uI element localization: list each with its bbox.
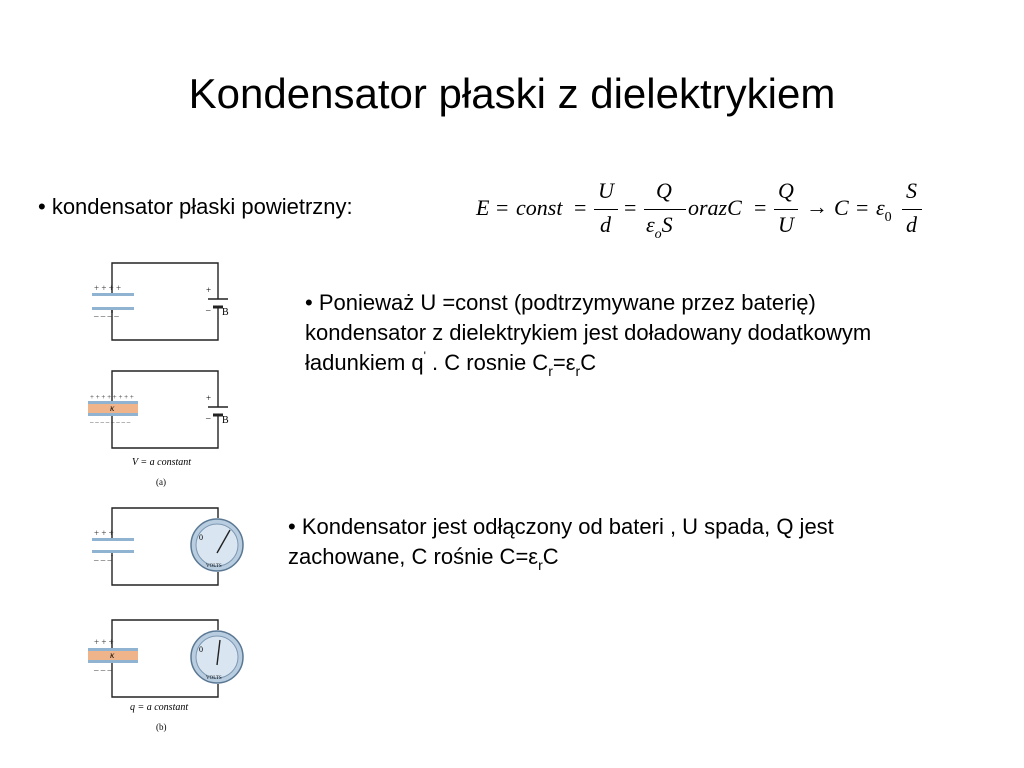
bullet2-line2: kondensator z dielektrykiem jest doładowany dodatkowym: [305, 320, 872, 345]
bullet-battery-connected: [305, 288, 871, 381]
battery-plus: +: [206, 285, 212, 295]
formula-eq4: =: [754, 195, 767, 220]
frac-line-Q-epsS: [644, 209, 686, 210]
formula-S-num: S: [906, 178, 917, 203]
label-a: (a): [156, 477, 166, 487]
formula-eq3: =: [624, 195, 637, 220]
formula-U-num: U: [598, 178, 614, 203]
svg-text:– – –: – – –: [94, 555, 112, 565]
bullet-battery-disconnected: [288, 512, 834, 574]
formula-C: C: [834, 195, 849, 220]
formula-eps0: $\varepsilon_0$: [876, 195, 892, 225]
formula-oraz: orazC: [688, 195, 742, 220]
caption-a: V = a constant: [132, 457, 192, 468]
formula-den-epsS: $\varepsilon_oS$: [646, 212, 673, 242]
svg-text:VOLTS: VOLTS: [206, 676, 222, 681]
svg-text:– – –: – – –: [94, 665, 112, 675]
svg-text:–: –: [206, 413, 211, 423]
minus-charges-many: – – – – – – – –: [90, 418, 131, 426]
formula-d-den: d: [600, 212, 611, 237]
plus-charges: + + + +: [94, 283, 122, 293]
svg-text:0: 0: [199, 645, 203, 654]
frac-line-U-d: [594, 209, 618, 210]
circuit-dielectric-voltmeter: [88, 620, 243, 697]
formula-E: E: [476, 195, 490, 220]
battery-minus: –: [206, 305, 211, 315]
bullet2-line1: • Ponieważ U =const (podtrzymywane przez baterię): [305, 290, 816, 315]
capacitor-plate-top: [92, 293, 134, 296]
caption-b: q = a constant: [130, 702, 189, 713]
plus-charges-many: + + + + + + + +: [90, 393, 134, 401]
formula-capacity: [476, 178, 996, 242]
frac-line-S-d: [902, 209, 922, 210]
kappa-label: κ: [110, 403, 115, 413]
svg-text:+: +: [206, 393, 212, 403]
formula-U-den: U: [778, 212, 794, 237]
bullet2-line3: ładunkiem q' . C rosnie $C_r=\varepsilon_rC$: [305, 349, 597, 379]
bullet3-line1: • Kondensator jest odłączony od bateri , U spada, Q jest: [288, 514, 834, 539]
formula-d2-den: d: [906, 212, 917, 237]
figure-voltmeter-circuits: [80, 500, 260, 740]
battery-label: B: [222, 307, 229, 318]
svg-text:+ + +: + + +: [94, 528, 114, 538]
svg-text:VOLTS: VOLTS: [206, 564, 222, 569]
formula-eq1: =: [496, 195, 509, 220]
formula-arrow: →: [806, 194, 828, 219]
formula-eq2: =: [574, 195, 587, 220]
svg-text:κ: κ: [110, 650, 115, 660]
slide-title: Kondensator płaski z dielektrykiem: [188, 70, 836, 117]
formula-const: const: [516, 195, 563, 220]
svg-text:0: 0: [199, 533, 203, 542]
formula-Q2-num: Q: [778, 178, 794, 203]
bullet-air-capacitor: • kondensator płaski powietrzny:: [38, 194, 353, 219]
label-b: (b): [156, 722, 167, 732]
bullet3-line2: zachowane, C rośnie $C=\varepsilon_rC$: [288, 544, 559, 573]
svg-text:B: B: [222, 415, 229, 426]
svg-text:+ + +: + + +: [94, 637, 114, 647]
circuit-air-voltmeter: [92, 508, 243, 585]
circuit-air-battery: [92, 263, 229, 340]
minus-charges: – – – –: [94, 311, 119, 321]
circuit-dielectric-battery: [88, 371, 229, 448]
capacitor-plate-bottom: [92, 307, 134, 310]
figure-battery-circuits: [80, 255, 240, 495]
formula-Q-num: Q: [656, 178, 672, 203]
formula-eq5: =: [856, 195, 869, 220]
frac-line-Q-U: [774, 209, 798, 210]
